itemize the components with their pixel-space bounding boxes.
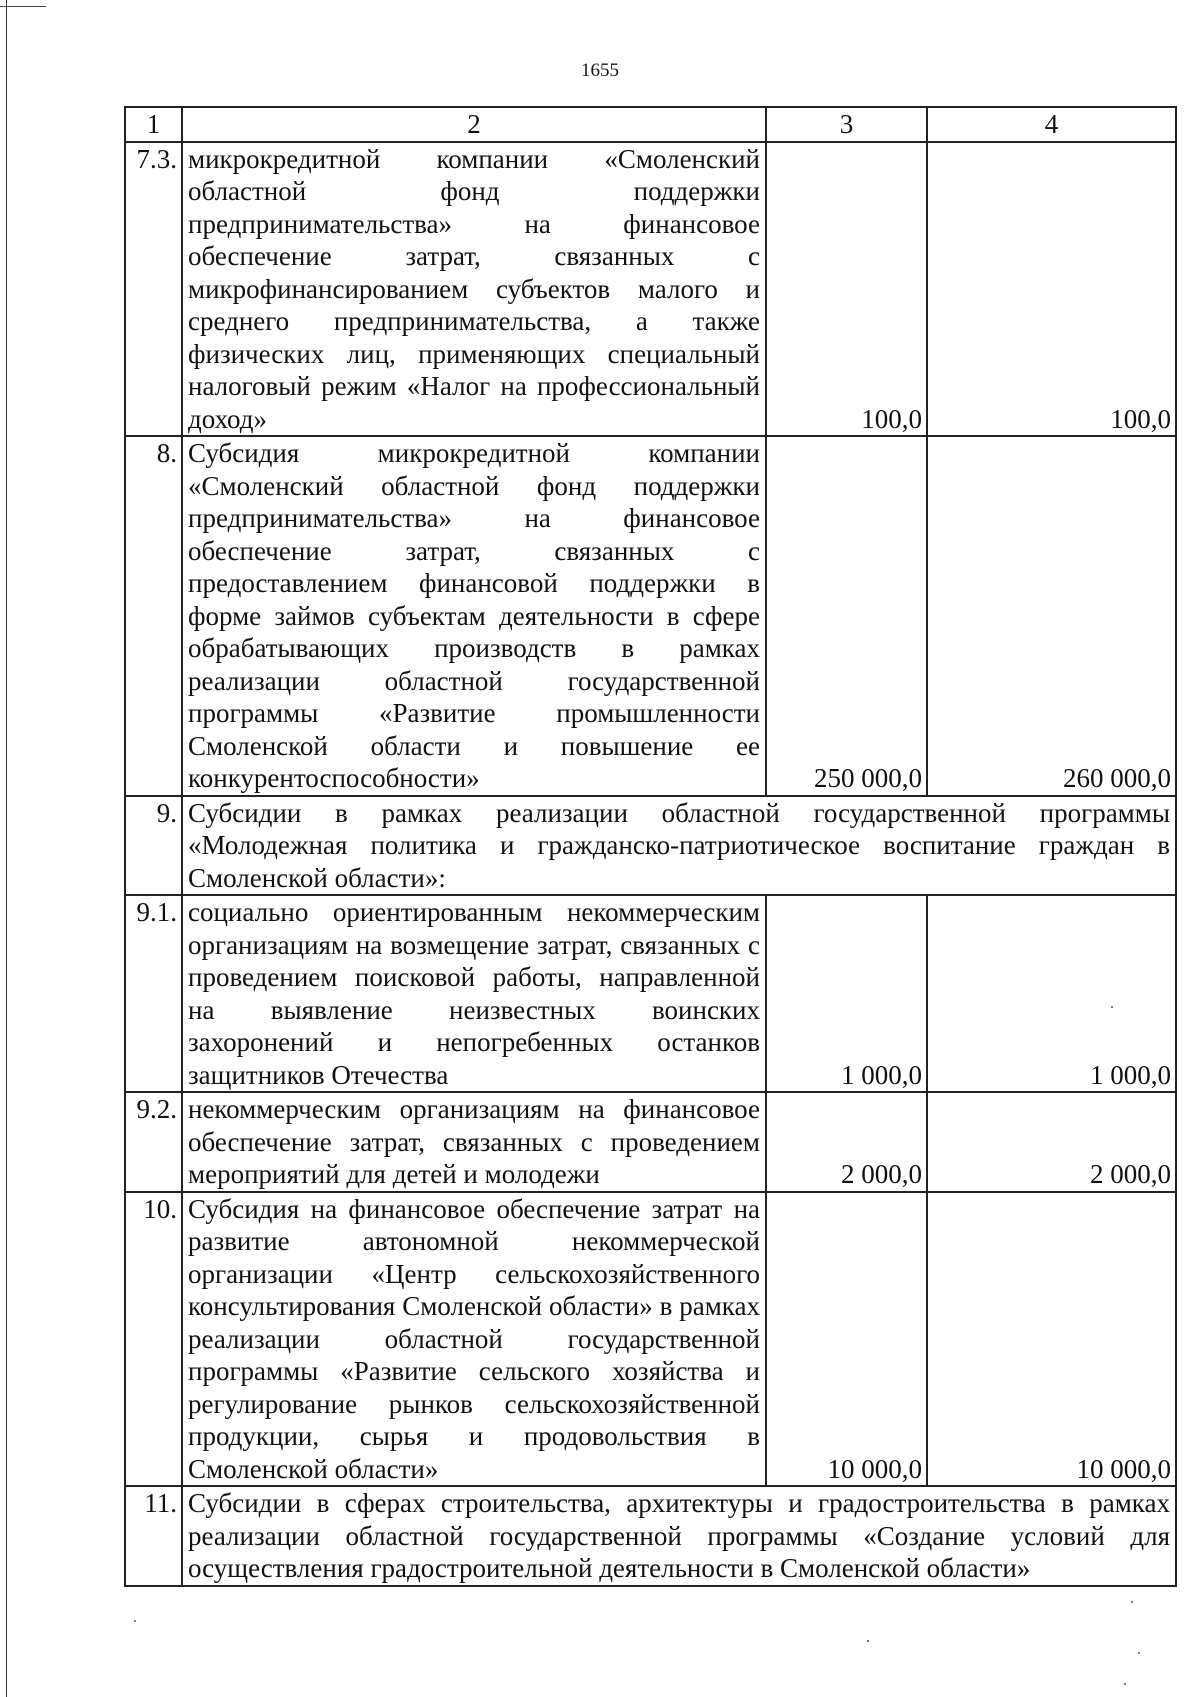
row-description: некоммерческим организациям на финансовое обеспечение затрат, связанных с проведением мероприятий для детей и молодежи <box>182 1092 766 1192</box>
row-description: социально ориентированным некоммерческим организациям на возмещение затрат, связанных с проведением поисковой работы, направленной на выявление неизвестных воинских захоронений и непогребенных останков защитников Отечества <box>182 895 766 1092</box>
row-section-description: Субсидии в сферах строительства, архитектуры и градостроительства в рамках реализации областной государственной программы «Создание условий для осуществления градостроительной деятельности в Смоленской области» <box>182 1486 1176 1586</box>
row-value-col3: 2 000,0 <box>766 1092 927 1192</box>
row-value-col3: 250 000,0 <box>766 436 927 796</box>
page-number: 1655 <box>581 60 619 81</box>
row-number: 11. <box>125 1486 182 1586</box>
row-number: 9. <box>125 796 182 896</box>
table-row-section <box>125 1486 1176 1586</box>
row-value-col4: 2 000,0 <box>927 1092 1176 1192</box>
scan-speck <box>1124 1683 1126 1685</box>
table-row <box>125 1192 1176 1487</box>
row-value-col4: 260 000,0 <box>927 436 1176 796</box>
row-number: 9.2. <box>125 1092 182 1192</box>
table-header-row <box>125 107 1176 142</box>
header-col-1: 1 <box>125 107 182 142</box>
scan-corner-mark <box>0 6 46 7</box>
row-value-col3: 100,0 <box>766 142 927 437</box>
table-row <box>125 142 1176 437</box>
row-description: Субсидия микрокредитной компании «Смоленский областной фонд поддержки предпринимательства» на финансовое обеспечение затрат, связанных с предоставлением финансовой поддержки в форме займов субъектам деятельности в сфере обрабатывающих производств в рамках реализации областной государственной программы «Развитие промышленности Смоленской области и повышение ее конкурентоспособности» <box>182 436 766 796</box>
scan-speck <box>1138 1652 1140 1654</box>
table-row <box>125 436 1176 796</box>
scan-speck <box>1131 1601 1133 1603</box>
row-value-col3: 1 000,0 <box>766 895 927 1092</box>
header-col-3: 3 <box>766 107 927 142</box>
row-number: 7.3. <box>125 142 182 437</box>
table-row <box>125 895 1176 1092</box>
table-row <box>125 1092 1176 1192</box>
row-description: Субсидия на финансовое обеспечение затрат на развитие автономной некоммерческой организации «Центр сельскохозяйственного консультирования Смоленской области» в рамках реализации областной государственной программы «Развитие сельского хозяйства и регулирование рынков сельскохозяйственной продукции, сырья и продовольствия в Смоленской области» <box>182 1192 766 1487</box>
table-row-section <box>125 796 1176 896</box>
row-value-col4: 1 000,0 <box>927 895 1176 1092</box>
header-col-2: 2 <box>182 107 766 142</box>
scan-speck <box>867 1640 869 1642</box>
budget-table <box>124 106 1177 1587</box>
scan-speck <box>1111 1006 1113 1008</box>
row-number: 10. <box>125 1192 182 1487</box>
row-description: микрокредитной компании «Смоленский областной фонд поддержки предпринимательства» на финансовое обеспечение затрат, связанных с микрофинансированием субъектов малого и среднего предпринимательства, а также физических лиц, применяющих специальный налоговый режим «Налог на профессиональный доход» <box>182 142 766 437</box>
row-number: 8. <box>125 436 182 796</box>
header-col-4: 4 <box>927 107 1176 142</box>
row-value-col4: 100,0 <box>927 142 1176 437</box>
row-section-description: Субсидии в рамках реализации областной государственной программы «Молодежная политика и гражданско-патриотическое воспитание граждан в Смоленской области»: <box>182 796 1176 896</box>
row-value-col4: 10 000,0 <box>927 1192 1176 1487</box>
scan-speck <box>134 1620 136 1622</box>
scan-edge-line <box>6 0 7 1697</box>
row-number: 9.1. <box>125 895 182 1092</box>
row-value-col3: 10 000,0 <box>766 1192 927 1487</box>
